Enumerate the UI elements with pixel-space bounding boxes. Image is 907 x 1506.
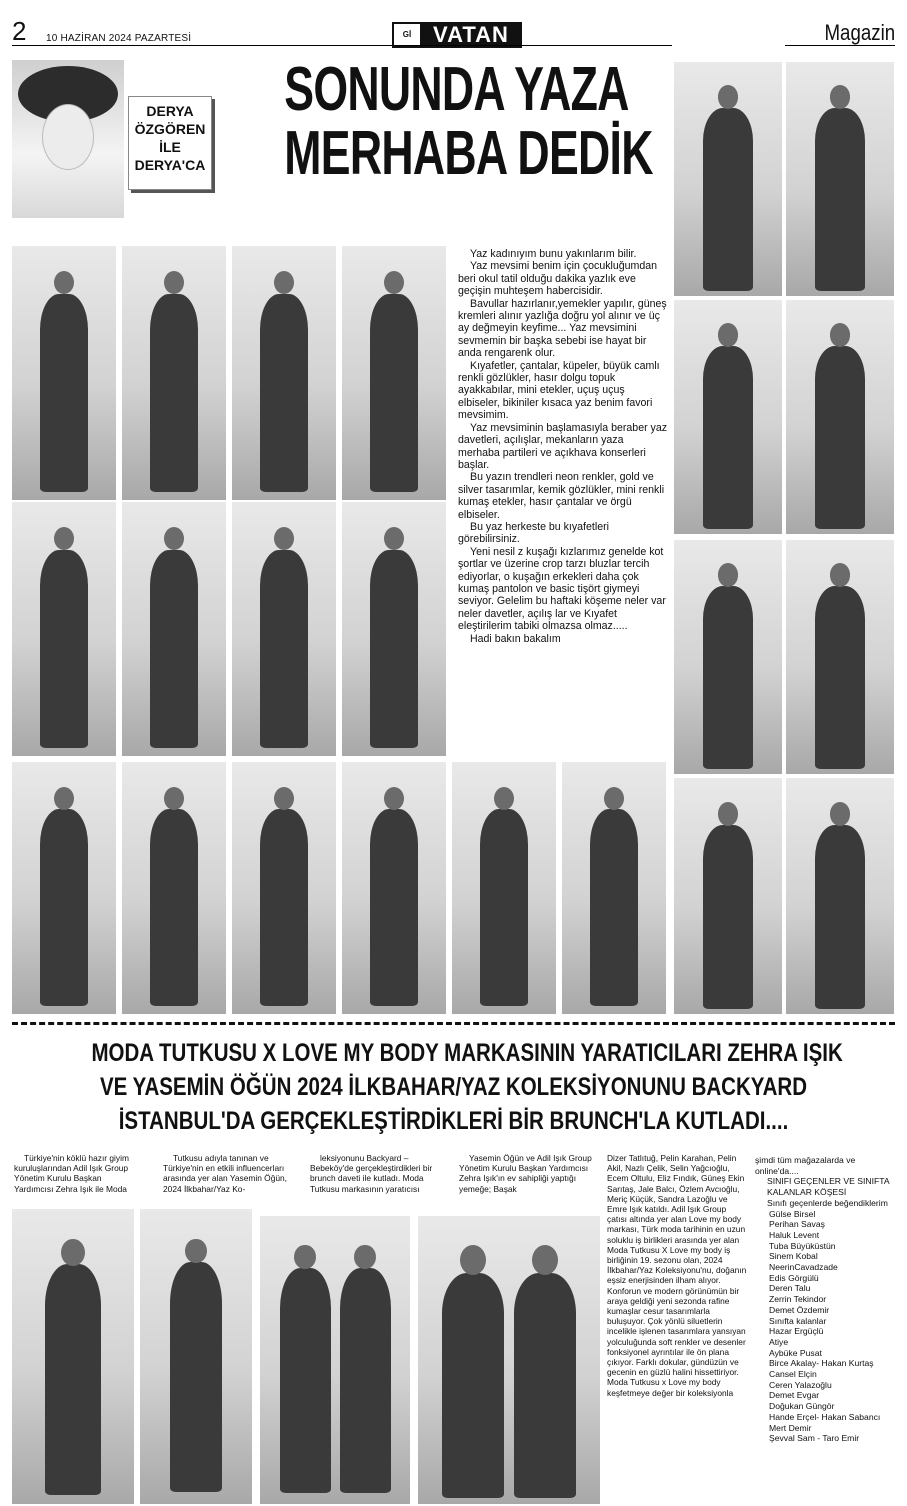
event-photo (452, 762, 556, 1014)
list-item: Birce Akalay- Hakan Kurtaş (769, 1358, 874, 1369)
event-photo (786, 778, 894, 1014)
list-title: SINIFI GEÇENLER VE SINIFTA KALANLAR KÖŞESİ (767, 1176, 890, 1198)
list-item: Sinem Kobal (769, 1251, 818, 1262)
list-item: Gülse Birsel (769, 1208, 816, 1219)
event-photo (232, 246, 336, 500)
section-divider (12, 1022, 895, 1025)
list-item: Demet Evgar (769, 1390, 820, 1401)
list-item: Doğukan Güngör (769, 1401, 835, 1412)
column-3: leksiyonunu Backyard – Bebeköy'de gerçekleştirdikleri bir brunch daveti ile kutladı. Moda Tutkusu markasının yaratıcısı (310, 1153, 433, 1194)
event-photo (232, 762, 336, 1014)
list-item: Tuba Büyüküstün (769, 1240, 836, 1251)
column-5: Dizer Tatlıtuğ, Pelin Karahan, Pelin Akil, Nazlı Çelik, Selin Yağcıoğlu, Ecem Oltulu, Eliz Fındık, Güneş Ekin Sarıtaş, Jale Balcı, Özlem Avcıoğlu, Meriç Küçük, Sandra Lazoğlu ve Emre Işık katıldı. Adil Işık Group çatısı altında yer alan Love my body markası, Türk moda tarihinin en uzun soluklu iş birlikleri arasında yer alan Moda Tutkusu X Love my body iş birliğinin 19. sezonu olan, 2024 İlkbahar/Yaz Koleksiyonu'nu, doğanın eşsiz enerjisinden ilham alıyor. Konforun ve modern görünümün bir araya geldiği yeni sezonda rafine kumaşlar cesur tasarımlarla buluşuyor. Çok yönlü siluetlerin incelikle işlenen tasarımlara yansıyan yolculuğunda soft renkler ve desenler fonksiyonel ayrıntılar ile ön plana çıkıyor. Farklı dokular, gündüzün ve gecenin en güzlü halini hissettiriyor. Moda Tutkusu x Love my body keşfetmeye değer bir koleksiyonla (607, 1153, 747, 1398)
list-item: Hazar Ergüçlü (769, 1326, 824, 1337)
article-body (458, 248, 668, 645)
author-name: DERYA ÖZGÖREN İLE DERYA'CA (128, 96, 212, 190)
list-item: Aybüke Pusat (769, 1347, 822, 1358)
second-headline: MODA TUTKUSU X LOVE MY BODY MARKASININ YARATICILARI ZEHRA IŞIK VE YASEMİN ÖĞÜN 2024 İLKBAHAR/YAZ KOLEKSİYONUNU BACKYARD İSTANBUL'DA GERÇEKLEŞTİRDİKLERİ BİR BRUNCH'LA KUTLADI.... (91, 1039, 843, 1135)
column-4: Yasemin Öğün ve Adil Işık Group Yönetim Kurulu Başkan Yardımcısı Zehra Işık'ın ev sahipliği yaptığı yemeğe; Başak (459, 1153, 592, 1194)
column-1: Türkiye'nin köklü hazır giyim kuruluşlarından Adil Işık Group Yönetim Kurulu Başkan Yardımcısı Zehra Işık ile Moda (14, 1153, 129, 1194)
header-rule (12, 45, 672, 46)
list-item: Perihan Savaş (769, 1219, 825, 1230)
list-intro: şimdi tüm mağazalarda ve online'da.... (755, 1155, 856, 1176)
issue-date: 10 HAZİRAN 2024 PAZARTESİ (46, 33, 192, 44)
list-item: Deren Talu (769, 1283, 811, 1294)
event-photo (674, 300, 782, 534)
list-item: Şevval Sam - Taro Emir (769, 1433, 860, 1444)
list-item: Edis Görgülü (769, 1272, 819, 1283)
author-box (12, 60, 212, 218)
event-photo (140, 1209, 252, 1504)
event-photo (342, 246, 446, 500)
article-paragraph: Yaz mevsimi benim için çocukluğumdan beri okul tatil olduğu dakika yazlık eve geçişin muhteşem habercisidir. (458, 260, 658, 298)
list-item: Cansel Elçin (769, 1369, 817, 1380)
event-photo (786, 300, 894, 534)
article-paragraph: Kıyafetler, çantalar, küpeler, büyük camlı renkli gözlükler, hasır dolgu topuk ayakkabılar, mini etekler, uçuş uçuş elbiseler, bikiniler kısaca yaz benim favori mevsimim. (458, 359, 660, 422)
event-photo (342, 502, 446, 756)
page-number: 2 (12, 16, 27, 46)
article-paragraph: Yaz mevsiminin başlamasıyla beraber yaz davetleri, açılışlar, mekanların yaza merhaba partileri ve açıkhava konserleri başlar. (458, 421, 668, 471)
event-photo (786, 62, 894, 296)
event-photo (562, 762, 666, 1014)
article-paragraph: Bu yaz herkeste bu kıyafetleri görebilirsiniz. (458, 520, 609, 546)
event-photo (260, 1216, 410, 1504)
event-photo (674, 62, 782, 296)
logo-wordmark: VATAN (433, 22, 509, 47)
list-item: Atiye (769, 1336, 789, 1347)
author-photo (12, 60, 124, 218)
list-item: Haluk Levent (769, 1229, 820, 1240)
list-item: NeerinCavadzade (769, 1262, 838, 1273)
section-title: Magazin (824, 20, 895, 45)
header-rule-right (785, 45, 895, 46)
article-paragraph: Bavullar hazırlanır,yemekler yapılır, güneş kremleri alınır yazlığa doğru yol alınır ve üç ay değmeyin keyfime... Yaz mevsimini sevmemin bir başka sebebi ise hayat bir anda rengarenk olur. (458, 297, 667, 360)
event-photo (122, 502, 226, 756)
list-item: Mert Demir (769, 1422, 812, 1433)
list-item: Demet Özdemir (769, 1304, 830, 1315)
event-photo (12, 502, 116, 756)
event-photo (674, 778, 782, 1014)
event-photo (12, 1209, 134, 1504)
class-list (755, 1155, 900, 1444)
event-photo (12, 762, 116, 1014)
list-item: Ceren Yalazoğlu (769, 1379, 832, 1390)
event-photo (122, 762, 226, 1014)
column-2: Tutkusu adıyla tanınan ve Türkiye'nin en etkili influencerları arasında yer alan Yasemin Öğün, 2024 İlkbahar/Yaz Ko- (163, 1153, 287, 1194)
event-photo (342, 762, 446, 1014)
list-item: Zerrin Tekindor (769, 1294, 827, 1305)
list-subtitle: Sınıfı geçenlerde beğendiklerim (767, 1197, 888, 1208)
event-photo (418, 1216, 600, 1504)
article-paragraph: Bu yazın trendleri neon renkler, gold ve silver tasarımlar, kemik gözlükler, mini renkli kumaş etekler, hasır çantalar ve örgü elbiseler. (458, 471, 665, 521)
article-paragraph: Yaz kadınıyım bunu yakınlarım bilir. (470, 248, 637, 260)
article-paragraph: Yeni nesil z kuşağı kızlarımız genelde kot şortlar ve üzerine crop tarzı bluzlar tercih ediyorlar, o kuşağın erkekleri daha çok kumaş pantolon ve basic tişört giymeyi seviyor. Gelelim bu haftaki köşeme neler var neler davetler, açılış lar ve Kıyafet eleştirilerim tabiki olmazsa olmaz..... (458, 545, 666, 633)
logo-badge: Gİ (394, 24, 420, 46)
list-item: Sınıfta kalanlar (769, 1315, 827, 1326)
event-photo (674, 540, 782, 774)
event-photo (12, 246, 116, 500)
event-photo (786, 540, 894, 774)
event-photo (232, 502, 336, 756)
event-photo (122, 246, 226, 500)
main-headline: SONUNDA YAZA MERHABA DEDİK (284, 55, 653, 188)
article-paragraph: Hadi bakın bakalım (470, 632, 561, 645)
list-item: Hande Erçel- Hakan Sabancı (769, 1411, 881, 1422)
